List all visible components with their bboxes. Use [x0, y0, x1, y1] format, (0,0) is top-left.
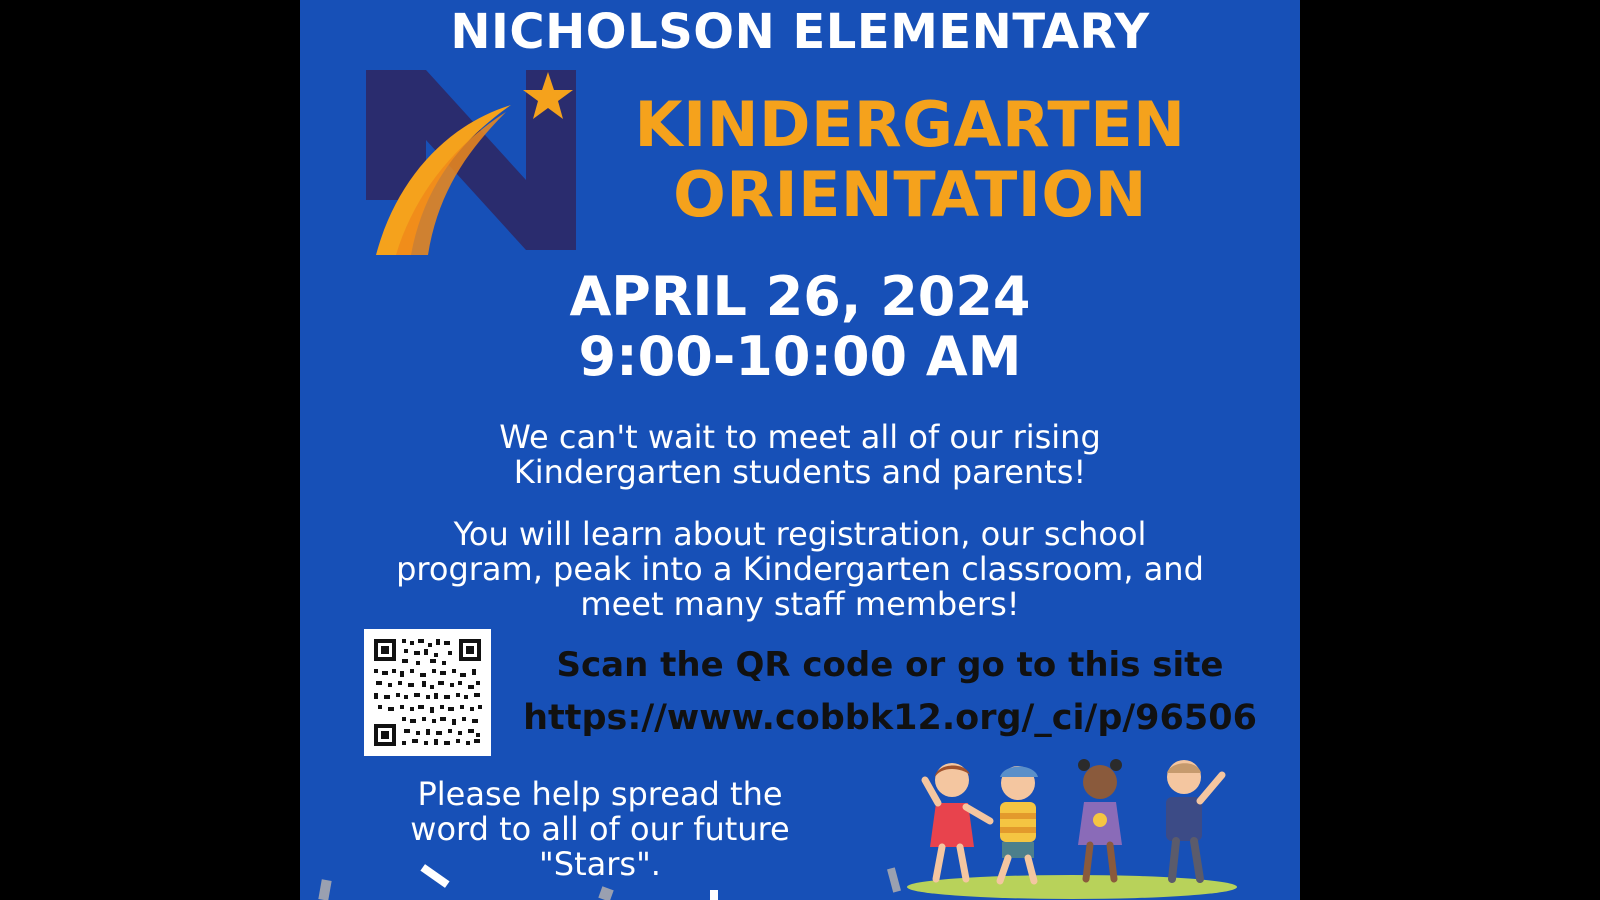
spread-line-1: Please help spread the [417, 775, 783, 813]
school-name: NICHOLSON ELEMENTARY [450, 4, 1150, 60]
event-time: 9:00-10:00 AM [578, 325, 1022, 388]
details-paragraph [340, 517, 1260, 622]
event-title-line-1: KINDERGARTEN [634, 88, 1186, 161]
spread-line-3: "Stars". [539, 845, 661, 883]
school-logo-icon [366, 70, 586, 265]
qr-code-icon[interactable] [364, 629, 491, 756]
intro-paragraph [340, 420, 1260, 490]
registration-link[interactable]: https://www.cobbk12.org/_ci/p/96506 [523, 698, 1257, 738]
intro-line-2: Kindergarten students and parents! [513, 453, 1087, 491]
event-title [600, 90, 1220, 230]
orientation-flyer [300, 0, 1300, 900]
intro-line-1: We can't wait to meet all of our rising [499, 418, 1101, 456]
event-title-line-2: ORIENTATION [673, 158, 1147, 231]
spread-line-2: word to all of our future [410, 810, 790, 848]
confetti-decoration-icon [300, 860, 1300, 900]
details-line-3: meet many staff members! [580, 585, 1020, 623]
event-date: APRIL 26, 2024 [569, 265, 1031, 328]
details-line-1: You will learn about registration, our school [453, 515, 1147, 553]
qr-instruction: Scan the QR code or go to this site [556, 645, 1224, 685]
details-line-2: program, peak into a Kindergarten classroom, and [396, 550, 1204, 588]
